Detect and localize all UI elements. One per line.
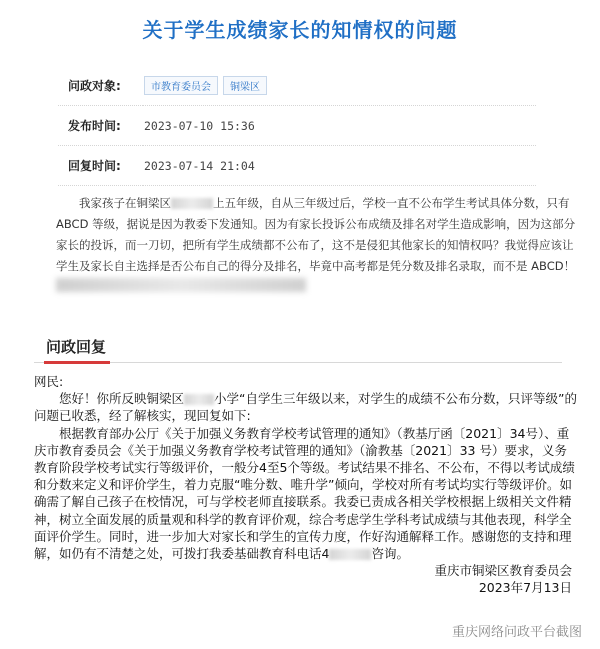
reply-paragraph-2 (34, 425, 578, 563)
redacted-school-name-reply (184, 394, 214, 405)
reply-date: 2023年7月13日 (478, 580, 572, 596)
info-row-replied (58, 146, 536, 186)
replied-label: 回复时间: (58, 146, 143, 186)
reply-heading-underline (44, 361, 110, 364)
reply-p2-end: 咨询。 (371, 546, 409, 562)
inquiry-tags (143, 66, 536, 106)
reply-p1-start: 您好！你所反映铜梁区 (59, 391, 185, 407)
reply-signature: 重庆市铜梁区教育委员会 (434, 563, 572, 579)
reply-p1-end: 小学“自学生三年级以来，对学生的成绩不公布分数，只评等级”的问题已收悉，经了解核实，现回复如下: (34, 391, 577, 424)
reply-body (34, 373, 578, 597)
info-row-inquiry (58, 66, 536, 106)
replied-value: 2023-07-14 21:04 (143, 146, 536, 186)
question-body (56, 193, 576, 277)
reply-paragraph-1 (34, 390, 578, 424)
inquiry-tag-education-committee[interactable]: 市教育委员会 (144, 76, 218, 95)
redacted-question-tail (56, 278, 306, 292)
reply-section-header (34, 336, 562, 363)
redacted-phone-number (329, 549, 371, 560)
info-table (58, 66, 536, 186)
redacted-school-name (171, 198, 213, 209)
question-text-part1: 我家孩子在铜梁区 (79, 196, 171, 210)
reply-heading: 问政回复 (46, 338, 107, 356)
published-value: 2023-07-10 15:36 (143, 106, 536, 146)
inquiry-label: 问政对象: (58, 66, 143, 106)
info-row-published (58, 106, 536, 146)
image-caption: 重庆网络问政平台截图 (451, 625, 582, 640)
question-text-part2: 上五年级，自从三年级过后，学校一直不公布学生考试具体分数，只有 ABCD 等级，据说是因为教委下发通知。因为有家长投诉公布成绩及排名对学生造成影响，因为这部分家长的投诉，而一刀切，把所有学生成绩都不公布了，这不是侵犯其他家长的知情权吗？我觉得应该让学生及家长自主选择是否公布自己的得分及排名，毕竟中高考都是凭分数及排名录取，而不是 ABCD！ (56, 196, 576, 273)
inquiry-tag-tongliang[interactable]: 铜梁区 (223, 76, 267, 95)
reply-salutation: 网民: (34, 374, 64, 389)
page-title: 关于学生成绩家长的知情权的问题 (142, 18, 458, 42)
published-label: 发布时间: (58, 106, 143, 146)
reply-p2-text: 根据教育部办公厅《关于加强义务教育学校考试管理的通知》（教基厅函〔2021〕34号）、重庆市教育委员会《关于加强义务教育学校考试管理的通知》（渝教基〔2021〕33 号）要求，义务教育阶段学校考试实行等级评价，一般分4至5个等级。考试结果不排名、不公布，不得以考试成绩和分数来定义和评价学生，着力克服“唯分数、唯升学”倾向，学校对所有考试均实行等级评价。如确需了解自己孩子在校情况，可与学校老师直接联系。我委已责成各相关学校根据上级相关文件精神，树立全面发展的质量观和科学的教育评价观，综合考虑学生学科考试成绩与其他表现，科学全面评价学生。同时，进一步加大对家长和学生的宣传力度，作好沟通解释工作。感谢您的支持和理解，如仍有不清楚之处，可拨打我委基础教育科电话4 (34, 425, 575, 562)
